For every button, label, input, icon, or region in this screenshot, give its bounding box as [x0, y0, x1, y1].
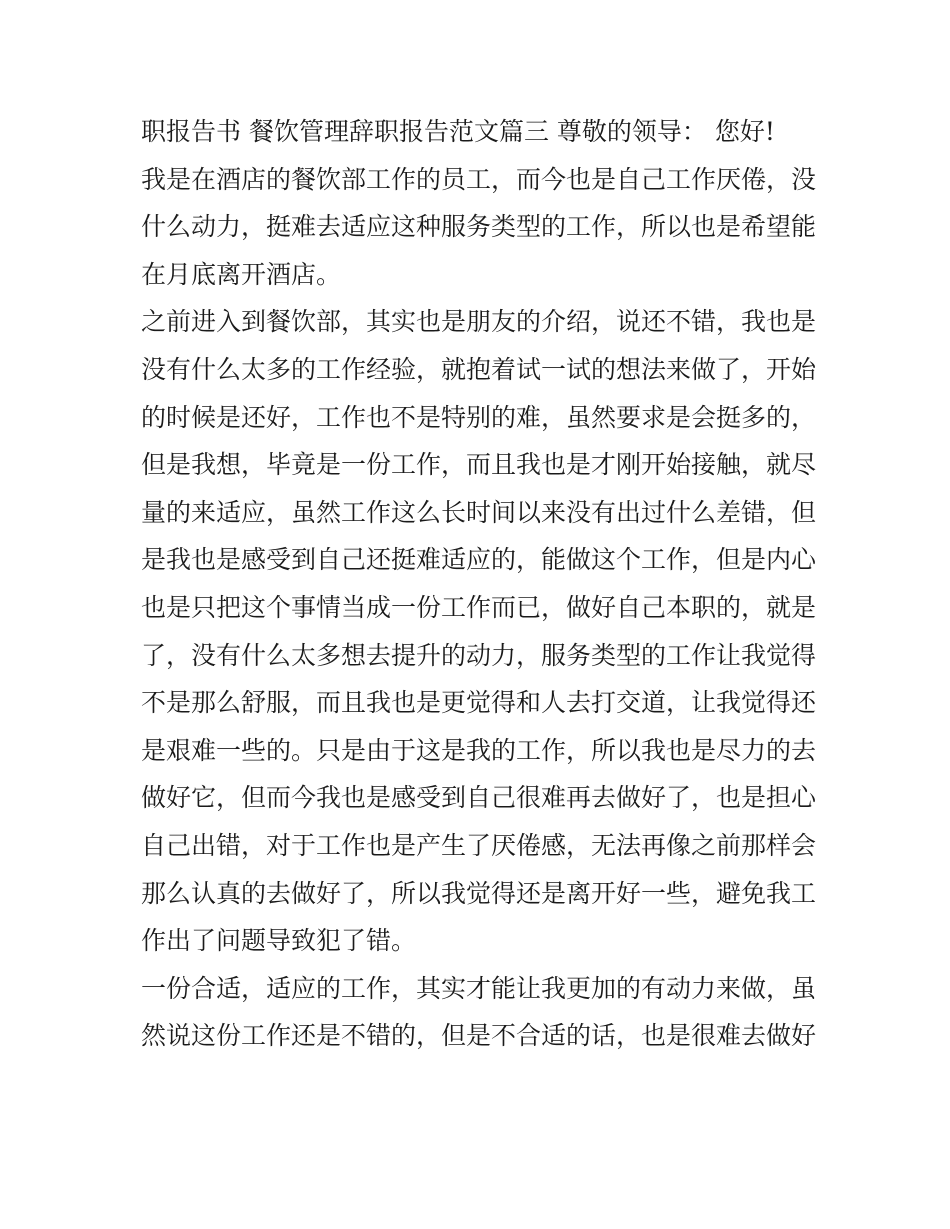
text-line: 在月底离开酒店。: [141, 259, 342, 289]
text-line: 也是只把这个事情当成一份工作而已，做好自己本职的，就是: [141, 592, 817, 622]
text-line: 不是那么舒服，而且我也是更觉得和人去打交道，让我觉得还: [141, 688, 817, 718]
text-line: 什么动力，挺难去适应这种服务类型的工作，所以也是希望能: [141, 212, 817, 242]
text-line: 自己出错，对于工作也是产生了厌倦感，无法再像之前那样会: [141, 830, 817, 860]
text-line: 做好它，但而今我也是感受到自己很难再去做好了，也是担心: [141, 783, 817, 813]
text-line: 作出了问题导致犯了错。: [141, 926, 417, 956]
text-line: 没有什么太多的工作经验，就抱着试一试的想法来做了，开始: [141, 354, 817, 384]
text-line: 是我也是感受到自己还挺难适应的，能做这个工作，但是内心: [141, 545, 817, 575]
text-line: 的时候是还好，工作也不是特别的难，虽然要求是会挺多的，: [141, 402, 817, 432]
text-line: 我是在酒店的餐饮部工作的员工，而今也是自己工作厌倦，没: [141, 164, 817, 194]
text-line: 之前进入到餐饮部，其实也是朋友的介绍，说还不错，我也是: [141, 307, 817, 337]
text-line: 职报告书 餐饮管理辞职报告范文篇三 尊敬的领导： 您好!: [141, 117, 775, 146]
text-line: 但是我想，毕竟是一份工作，而且我也是才刚开始接触，就尽: [141, 450, 817, 480]
text-line: 量的来适应，虽然工作这么长时间以来没有出过什么差错，但: [141, 497, 817, 527]
text-line: 那么认真的去做好了，所以我觉得还是离开好一些，避免我工: [141, 878, 817, 908]
text-line: 然说这份工作还是不错的，但是不合适的话，也是很难去做好: [141, 1021, 817, 1051]
text-line: 是艰难一些的。只是由于这是我的工作，所以我也是尽力的去: [141, 735, 817, 765]
text-line: 一份合适，适应的工作，其实才能让我更加的有动力来做，虽: [141, 973, 817, 1003]
text-line: 了，没有什么太多想去提升的动力，服务类型的工作让我觉得: [141, 640, 817, 670]
document-body: [141, 108, 821, 1060]
